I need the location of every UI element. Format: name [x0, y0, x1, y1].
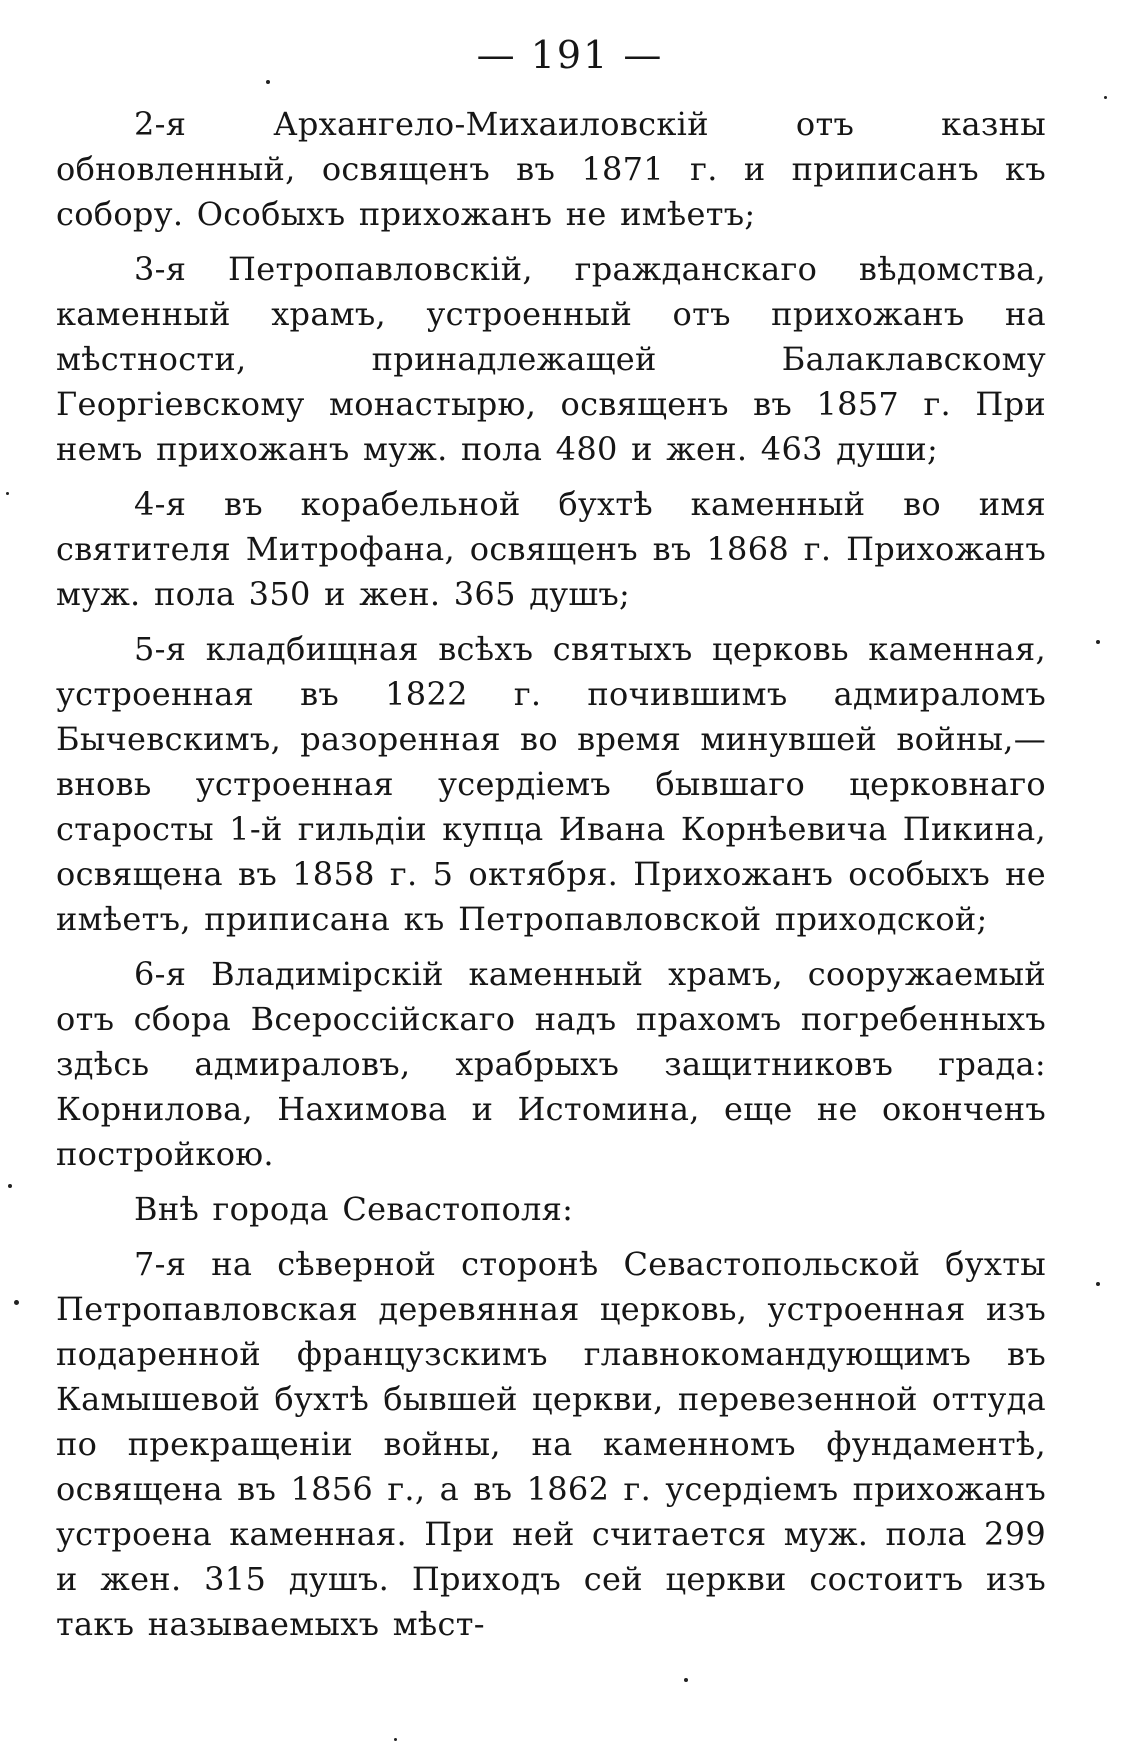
scan-speck — [6, 492, 9, 495]
paragraph-4: 4-я въ корабельной бухтѣ каменный во имя святителя Митрофана, освященъ въ 1868 г. Прихожанъ муж. пола 350 и жен. 365 душъ; — [56, 485, 1046, 613]
scan-speck — [684, 1678, 688, 1682]
paragraph-5: 5-я кладбищная всѣхъ святыхъ церковь каменная, устроенная въ 1822 г. почившимъ адмираломъ Бычевскимъ, разоренная во время минувшей войны,—вновь устроенная усердіемъ бывшаго церковнаго старосты 1-й гильдіи купца Ивана Корнѣевича Пикина, освящена въ 1858 г. 5 октября. Прихожанъ особыхъ не имѣетъ, приписана къ Петропавловской приходской; — [56, 630, 1046, 938]
scan-speck — [1096, 640, 1100, 644]
scan-speck — [8, 1184, 12, 1188]
paragraph-2: 2-я Архангело-Михаиловскій отъ казны обновленный, освященъ въ 1871 г. и приписанъ къ собору. Особыхъ прихожанъ не имѣетъ; — [56, 105, 1046, 233]
body-text — [56, 102, 1046, 1647]
page-number: — 191 — — [476, 33, 664, 77]
scan-speck — [266, 80, 270, 84]
paragraph-6: 6-я Владимірскій каменный храмъ, сооружаемый отъ сбора Всероссійскаго надъ прахомъ погребенныхъ здѣсь адмираловъ, храбрыхъ защитниковъ града: Корнилова, Нахимова и Истомина, еще не оконченъ постройкою. — [56, 955, 1046, 1173]
scan-speck — [394, 1738, 397, 1741]
scan-speck — [1096, 1282, 1100, 1286]
paragraph-7: 7-я на сѣверной сторонѣ Севастопольской бухты Петропавловская деревянная церковь, устроенная изъ подаренной французскимъ главнокомандующимъ въ Камышевой бухтѣ бывшей церкви, перевезенной оттуда по прекращеніи войны, на каменномъ фундаментѣ, освящена въ 1856 г., а въ 1862 г. усердіемъ прихожанъ устроена каменная. При ней считается муж. пола 299 и жен. 315 душъ. Приходъ сей церкви состоитъ изъ такъ называемыхъ мѣст- — [56, 1245, 1046, 1643]
paragraph-3: 3-я Петропавловскій, гражданскаго вѣдомства, каменный храмъ, устроенный отъ прихожанъ на мѣстности, принадлежащей Балаклавскому Георгіевскому монастырю, освященъ въ 1857 г. При немъ прихожанъ муж. пола 480 и жен. 463 души; — [56, 250, 1046, 468]
scan-speck — [1104, 96, 1107, 99]
scan-speck — [14, 1300, 19, 1305]
section-heading-outside-city: Внѣ города Севастополя: — [134, 1190, 574, 1228]
